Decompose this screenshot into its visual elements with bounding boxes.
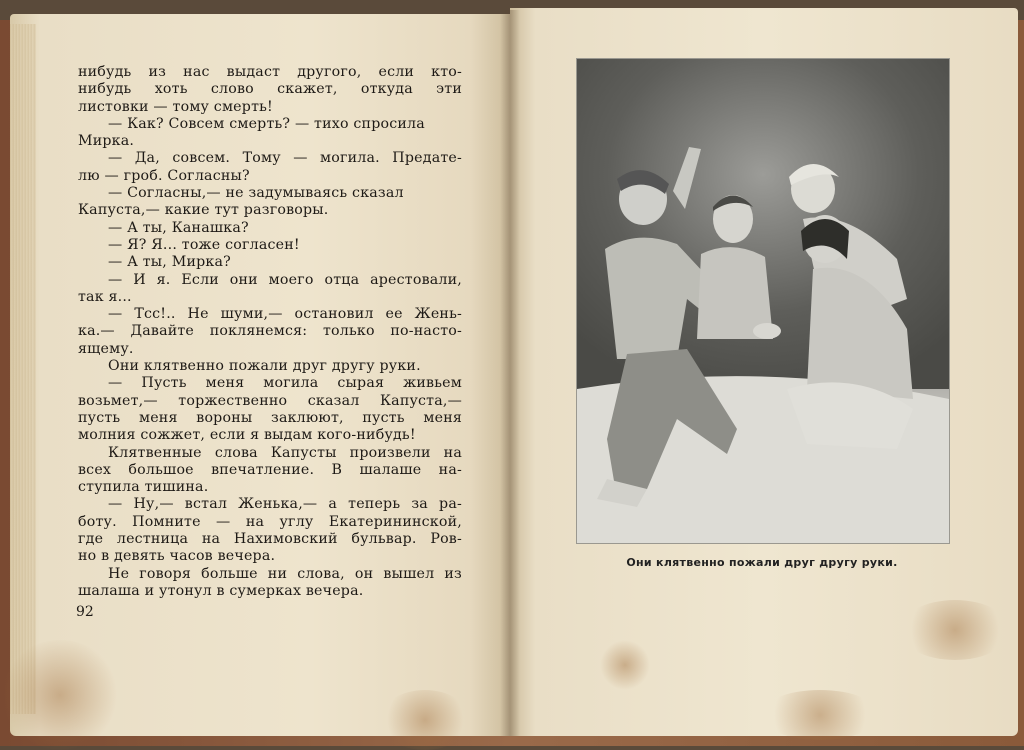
- text-line: Капуста,— какие тут разговоры.: [78, 202, 329, 219]
- illustration: [576, 58, 950, 544]
- illustration-caption: Они клятвенно пожали друг другу руки.: [626, 556, 898, 569]
- text-line: пусть меня вороны заклюют, пусть меня: [78, 409, 462, 426]
- stain: [380, 690, 470, 750]
- text-line: Не говоря больше ни слова, он вышел из: [108, 565, 462, 582]
- text-line: ступила тишина.: [78, 479, 209, 496]
- stain: [900, 600, 1010, 660]
- text-line: — Ну,— встал Женька,— а теперь за ра-: [108, 496, 462, 513]
- text-line: — И я. Если они моего отца арестовали,: [108, 271, 462, 288]
- text-line: молния сожжет, если я выдам кого-нибудь!: [78, 427, 416, 444]
- text-line: где лестница на Нахимовский бульвар. Ров-: [78, 531, 462, 548]
- text-line: ка.— Давайте поклянемся: только по-насто-: [78, 323, 462, 340]
- book-gutter: [500, 10, 520, 736]
- text-line: — Да, совсем. Тому — могила. Предате-: [108, 150, 462, 167]
- text-line: — Я? Я... тоже согласен!: [108, 236, 300, 253]
- text-line: — Согласны,— не задумываясь сказал: [108, 185, 404, 202]
- text-line: — Тсс!.. Не шуми,— остановил ее Жень-: [108, 306, 462, 323]
- stain: [760, 690, 880, 740]
- text-line: лю — гроб. Согласны?: [78, 167, 250, 184]
- text-line: — А ты, Канашка?: [108, 219, 249, 236]
- text-line: нибудь хоть слово скажет, откуда эти: [78, 81, 462, 98]
- text-line: шалаша и утонул в сумерках вечера.: [78, 582, 364, 599]
- text-line: возьмет,— торжественно сказал Капуста,—: [78, 392, 462, 409]
- text-line: — А ты, Мирка?: [108, 254, 231, 271]
- text-line: Клятвенные слова Капусты произвели на: [108, 444, 462, 461]
- page-edges: [10, 24, 36, 714]
- text-line: листовки — тому смерть!: [78, 98, 273, 115]
- text-line: ящему.: [78, 340, 134, 357]
- illustration-drawing: [577, 59, 949, 543]
- text-line: боту. Помните — на углу Екатерининской,: [78, 513, 462, 530]
- text-line: Мирка.: [78, 133, 135, 150]
- body-text: [78, 64, 462, 600]
- stain: [600, 640, 650, 690]
- text-line: так я...: [78, 288, 132, 305]
- text-line: но в девять часов вечера.: [78, 548, 276, 565]
- page-number: 92: [76, 604, 94, 620]
- text-line: Они клятвенно пожали друг другу руки.: [108, 358, 421, 375]
- text-line: всех большое впечатление. В шалаше на-: [78, 461, 462, 478]
- stain: [0, 640, 120, 750]
- text-line: — Как? Совсем смерть? — тихо спросила: [108, 115, 425, 132]
- text-line: — Пусть меня могила сырая живьем: [108, 375, 462, 392]
- text-line: нибудь из нас выдаст другого, если кто-: [78, 64, 462, 80]
